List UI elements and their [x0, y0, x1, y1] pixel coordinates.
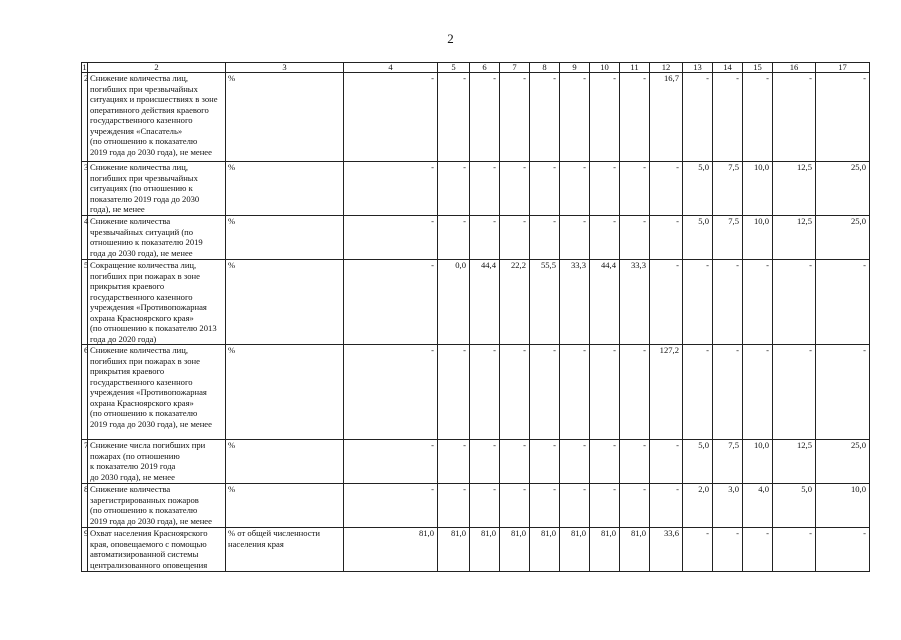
unit-cell: % — [226, 162, 344, 216]
value-cell: - — [500, 73, 530, 162]
unit-cell: % — [226, 260, 344, 345]
indicator-name: Сокращение количества лиц, погибших при пожарах в зоне прикрытия краевого государственного казенного учреждения «Противопожарная охрана Красноярского края» (по отношению к показателю 2013 года до 2020 года) — [88, 260, 226, 345]
value-cell: 0,0 — [438, 260, 470, 345]
value-cell: 3,0 — [713, 484, 743, 528]
value-cell: - — [344, 162, 438, 216]
value-cell: 7,5 — [713, 162, 743, 216]
value-cell: - — [344, 73, 438, 162]
row-number: 9 — [82, 528, 88, 572]
value-cell: - — [816, 73, 870, 162]
value-cell: - — [713, 73, 743, 162]
row-number: 7 — [82, 440, 88, 484]
value-cell: 7,5 — [713, 440, 743, 484]
value-cell: 81,0 — [620, 528, 650, 572]
value-cell: 25,0 — [816, 162, 870, 216]
table-row — [82, 528, 870, 572]
header-cell: 2 — [88, 63, 226, 73]
value-cell: 12,5 — [773, 216, 816, 260]
value-cell: 81,0 — [500, 528, 530, 572]
value-cell: - — [650, 484, 683, 528]
header-cell: 7 — [500, 63, 530, 73]
value-cell: - — [713, 260, 743, 345]
value-cell: 55,5 — [530, 260, 560, 345]
value-cell: - — [500, 216, 530, 260]
value-cell: - — [590, 345, 620, 440]
header-cell: 11 — [620, 63, 650, 73]
header-cell: 9 — [560, 63, 590, 73]
value-cell: - — [470, 162, 500, 216]
value-cell: 81,0 — [470, 528, 500, 572]
value-cell: 12,5 — [773, 162, 816, 216]
value-cell: - — [590, 216, 620, 260]
value-cell: - — [560, 345, 590, 440]
unit-cell: % — [226, 484, 344, 528]
header-cell: 1 — [82, 62, 87, 72]
value-cell: - — [683, 345, 713, 440]
value-cell: - — [438, 484, 470, 528]
value-cell: - — [620, 345, 650, 440]
value-cell: - — [530, 216, 560, 260]
value-cell: - — [530, 440, 560, 484]
value-cell: 2,0 — [683, 484, 713, 528]
value-cell: - — [560, 484, 590, 528]
value-cell: - — [500, 484, 530, 528]
unit-cell: % — [226, 345, 344, 440]
page-number: 2 — [447, 31, 454, 46]
value-cell: - — [530, 162, 560, 216]
value-cell: 81,0 — [560, 528, 590, 572]
value-cell: - — [560, 162, 590, 216]
value-cell: 5,0 — [773, 484, 816, 528]
value-cell: 81,0 — [438, 528, 470, 572]
header-cell: 3 — [226, 63, 344, 73]
value-cell: - — [683, 73, 713, 162]
value-cell: - — [743, 260, 773, 345]
value-cell: - — [344, 484, 438, 528]
table-row — [82, 484, 870, 528]
value-cell: - — [500, 345, 530, 440]
table-header-row — [82, 63, 870, 73]
value-cell: - — [560, 440, 590, 484]
value-cell: - — [438, 440, 470, 484]
value-cell: 10,0 — [816, 484, 870, 528]
value-cell: - — [620, 162, 650, 216]
value-cell: - — [344, 216, 438, 260]
value-cell: 10,0 — [743, 440, 773, 484]
value-cell: 7,5 — [713, 216, 743, 260]
value-cell: - — [470, 484, 500, 528]
value-cell: - — [344, 260, 438, 345]
row-number: 2 — [82, 73, 88, 162]
table-row — [82, 440, 870, 484]
value-cell: 5,0 — [683, 216, 713, 260]
value-cell: 25,0 — [816, 216, 870, 260]
unit-cell: % — [226, 216, 344, 260]
unit-cell: % от общей численности населения края — [226, 528, 344, 572]
value-cell: - — [344, 345, 438, 440]
value-cell: - — [438, 345, 470, 440]
table-row — [82, 162, 870, 216]
value-cell: - — [470, 73, 500, 162]
value-cell: - — [683, 528, 713, 572]
table-row — [82, 345, 870, 440]
table-row — [82, 73, 870, 162]
value-cell: 81,0 — [590, 528, 620, 572]
header-cell: 16 — [773, 63, 816, 73]
value-cell: 44,4 — [590, 260, 620, 345]
value-cell: - — [773, 345, 816, 440]
value-cell: - — [438, 73, 470, 162]
indicator-name: Снижение количества зарегистрированных пожаров (по отношению к показателю 2019 года до 2030 года), не менее — [88, 484, 226, 528]
header-cell: 4 — [344, 63, 438, 73]
value-cell: - — [500, 440, 530, 484]
unit-cell: % — [226, 440, 344, 484]
unit-cell: % — [226, 73, 344, 162]
value-cell: - — [590, 484, 620, 528]
value-cell: - — [816, 260, 870, 345]
value-cell: - — [743, 528, 773, 572]
indicators-table — [81, 62, 870, 572]
value-cell: - — [713, 528, 743, 572]
table-body — [82, 63, 870, 572]
value-cell: - — [438, 162, 470, 216]
value-cell: - — [470, 216, 500, 260]
value-cell: 33,3 — [560, 260, 590, 345]
value-cell: - — [590, 440, 620, 484]
value-cell: - — [500, 162, 530, 216]
value-cell: - — [620, 216, 650, 260]
value-cell: - — [530, 345, 560, 440]
row-number: 3 — [82, 162, 88, 216]
value-cell: - — [530, 73, 560, 162]
value-cell: 10,0 — [743, 216, 773, 260]
indicator-name: Охват населения Красноярского края, оповещаемого с помощью автоматизированной системы централизованного оповещения — [88, 528, 226, 572]
header-cell: 12 — [650, 63, 683, 73]
value-cell: 10,0 — [743, 162, 773, 216]
value-cell: 33,6 — [650, 528, 683, 572]
header-cell: 15 — [743, 63, 773, 73]
value-cell: - — [590, 73, 620, 162]
value-cell: - — [470, 345, 500, 440]
value-cell: - — [344, 440, 438, 484]
table-row — [82, 216, 870, 260]
value-cell: 81,0 — [530, 528, 560, 572]
indicator-name: Снижение количества лиц, погибших при чрезвычайных ситуациях (по отношению к показателю 2019 года до 2030 года), не менее — [88, 162, 226, 216]
value-cell: 4,0 — [743, 484, 773, 528]
header-cell: 10 — [590, 63, 620, 73]
value-cell: - — [620, 440, 650, 484]
row-number: 4 — [82, 216, 88, 260]
value-cell: - — [650, 440, 683, 484]
table-row — [82, 260, 870, 345]
value-cell: - — [816, 345, 870, 440]
value-cell: - — [683, 260, 713, 345]
value-cell: 44,4 — [470, 260, 500, 345]
value-cell: - — [470, 440, 500, 484]
value-cell: - — [713, 345, 743, 440]
value-cell: - — [620, 73, 650, 162]
row-number: 8 — [82, 484, 88, 528]
value-cell: - — [650, 162, 683, 216]
value-cell: - — [650, 216, 683, 260]
value-cell: - — [560, 216, 590, 260]
value-cell: - — [560, 73, 590, 162]
indicator-name: Снижение количества чрезвычайных ситуаций (по отношению к показателю 2019 года до 2030 года), не менее — [88, 216, 226, 260]
indicator-name: Снижение количества лиц, погибших при чрезвычайных ситуациях и происшествиях в зоне оперативного действия краевого государственного казенного учреждения «Спасатель» (по отношению к показателю 2019 года до 2030 года), не менее — [88, 73, 226, 162]
indicator-name: Снижение числа погибших при пожарах (по отношению к показателю 2019 года до 2030 года), не менее — [88, 440, 226, 484]
value-cell: - — [438, 216, 470, 260]
header-cell: 8 — [530, 63, 560, 73]
value-cell: 5,0 — [683, 162, 713, 216]
value-cell: 25,0 — [816, 440, 870, 484]
header-cell: 6 — [470, 63, 500, 73]
value-cell: - — [650, 260, 683, 345]
header-cell: 13 — [683, 63, 713, 73]
value-cell: 22,2 — [500, 260, 530, 345]
value-cell: 16,7 — [650, 73, 683, 162]
value-cell: - — [620, 484, 650, 528]
value-cell: 81,0 — [344, 528, 438, 572]
value-cell: - — [773, 528, 816, 572]
value-cell: - — [743, 345, 773, 440]
value-cell: - — [743, 73, 773, 162]
value-cell: 33,3 — [620, 260, 650, 345]
row-number: 5 — [82, 260, 88, 345]
row-number: 6 — [82, 345, 88, 440]
value-cell: 12,5 — [773, 440, 816, 484]
header-cell: 14 — [713, 63, 743, 73]
value-cell: - — [590, 162, 620, 216]
value-cell: - — [773, 73, 816, 162]
value-cell: - — [773, 260, 816, 345]
value-cell: 5,0 — [683, 440, 713, 484]
header-cell: 17 — [816, 63, 870, 73]
value-cell: - — [530, 484, 560, 528]
indicator-name: Снижение количества лиц, погибших при пожарах в зоне прикрытия краевого государственного казенного учреждения «Противопожарная охрана Красноярского края» (по отношению к показателю 2019 года до 2030 года), не менее — [88, 345, 226, 440]
value-cell: - — [816, 528, 870, 572]
value-cell: 127,2 — [650, 345, 683, 440]
header-cell: 5 — [438, 63, 470, 73]
